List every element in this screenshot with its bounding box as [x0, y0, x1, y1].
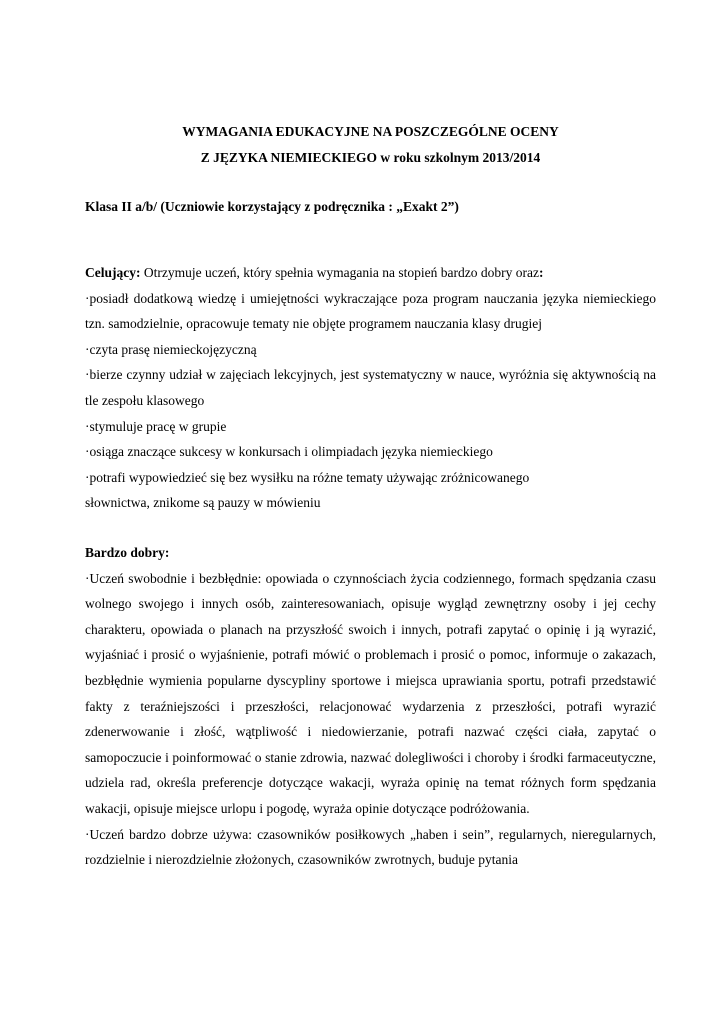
celujacy-item: ·stymuluje pracę w grupie	[85, 418, 227, 434]
celujacy-intro	[85, 260, 656, 286]
section-celujacy	[85, 260, 656, 516]
celujacy-item: ·potrafi wypowiedzieć się bez wysiłku na różne tematy używając zróżnicowanego	[85, 469, 530, 485]
document-title-line1: WYMAGANIA EDUKACYJNE NA POSZCZEGÓLNE OCENY	[182, 124, 559, 139]
celujacy-item: ·czyta prasę niemieckojęzyczną	[85, 341, 257, 357]
celujacy-intro-colon: :	[538, 265, 544, 280]
bardzo-dobry-item: ·Uczeń bardzo dobrze używa: czasowników posiłkowych „haben i sein”, regularnych, nieregularnych, rozdzielnie i nierozdzielnie złożonych, czasowników zwrotnych, buduje pytania	[85, 826, 656, 868]
celujacy-intro-text: Otrzymuje uczeń, który spełnia wymagania na stopień bardzo dobry oraz	[140, 265, 539, 280]
celujacy-item: ·bierze czynny udział w zajęciach lekcyjnych, jest systematyczny w nauce, wyróżnia się aktywnością na tle zespołu klasowego	[85, 367, 656, 408]
class-heading: Klasa II a/b/ (Uczniowie korzystający z podręcznika : „Exakt 2”)	[85, 199, 459, 214]
bardzo-dobry-heading: Bardzo dobry:	[85, 545, 170, 560]
section-bardzo-dobry	[85, 540, 656, 873]
celujacy-heading: Celujący:	[85, 265, 141, 280]
celujacy-item: słownictwa, znikome są pauzy w mówieniu	[85, 495, 321, 511]
bardzo-dobry-item: ·Uczeń swobodnie i bezbłędnie: opowiada o czynnościach życia codziennego, formach spędzania czasu wolnego swojego i innych osób, zainteresowaniach, opisuje wygląd zewnętrzny osoby i jej cechy charakteru, opowiada o planach na przyszłość swoich i innych, potrafi zapytać o opinię i ją wyrazić, wyjaśniać i prosić o wyjaśnienie, potrafi mówić o problemach i prosić o pomoc, informuje o zakazach, bezbłędnie wymienia popularne dyscypliny sportowe i miejsca uprawiania sportu, potrafi przedstawić fakty z teraźniejszości i przeszłości, relacjonować wydarzenia z przeszłości, potrafi wyrazić zdenerwowanie i złość, wątpliwość i niedowierzanie, potrafi nazwać części ciała, zapytać o samopoczucie i poinformować o stanie zdrowia, nazwać dolegliwości i choroby i środki farmaceutyczne, udziela rad, określa preferencje dotyczące wakacji, wyraża opinię na temat różnych form spędzania wakacji, opisuje miejsce urlopu i pogodę, wyraża opinie dotyczące podróżowania.	[85, 570, 656, 816]
document-title-line2: Z JĘZYKA NIEMIECKIEGO w roku szkolnym 2013/2014	[200, 150, 541, 165]
celujacy-item: ·osiąga znaczące sukcesy w konkursach i olimpiadach języka niemieckiego	[85, 444, 493, 460]
celujacy-item: ·posiadł dodatkową wiedzę i umiejętności wykraczające poza program nauczania języka niemieckiego tzn. samodzielnie, opracowuje tematy nie objęte programem nauczania klasy drugiej	[85, 290, 656, 332]
